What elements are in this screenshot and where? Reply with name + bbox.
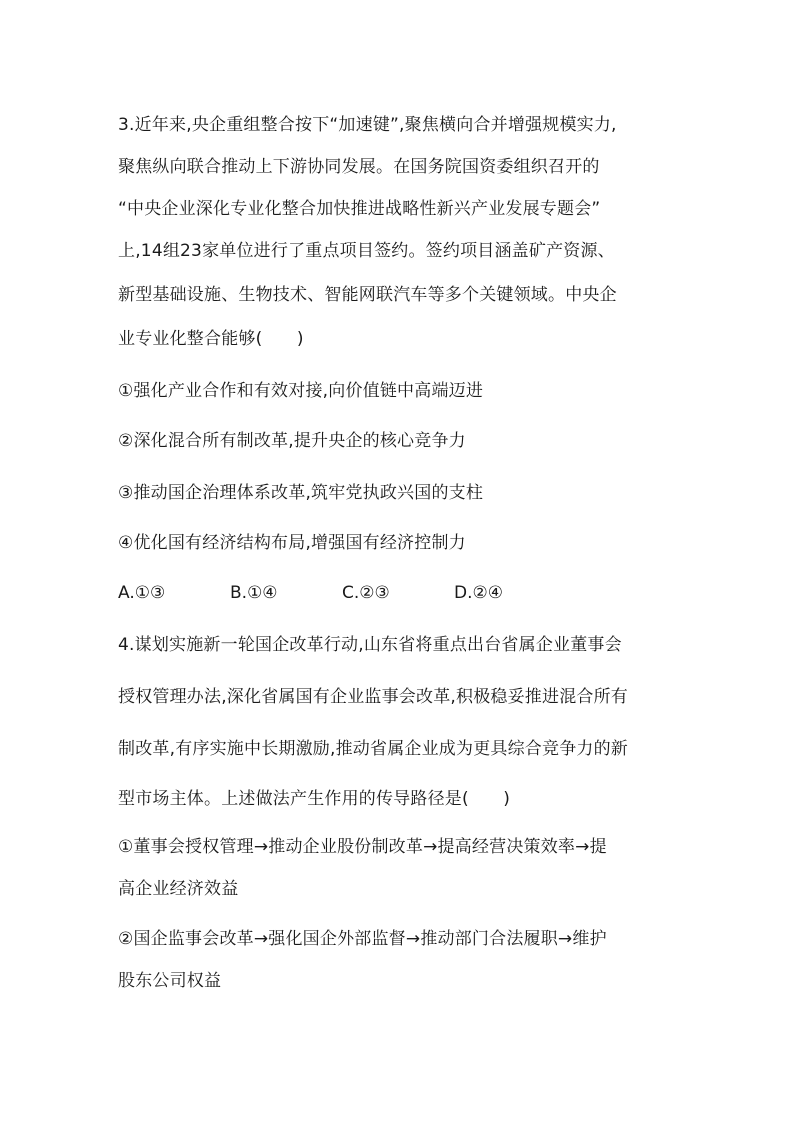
q3-stem-line-3: “中央企业深化专业化整合加快推进战略性新兴产业发展专题会”: [118, 199, 601, 219]
q3-statement-3: ③推动国企治理体系改革,筑牢党执政兴国的支柱: [118, 483, 484, 503]
q3-stem-line-4: 上,14组23家单位进行了重点项目签约。签约项目涵盖矿产资源、: [118, 241, 615, 261]
q3-stem-line-5: 新型基础设施、生物技术、智能网联汽车等多个关键领域。中央企: [118, 285, 617, 305]
q3-statement-4: ④优化国有经济结构布局,增强国有经济控制力: [118, 533, 466, 553]
q4-stem-line-4: 型市场主体。上述做法产生作用的传导路径是( ): [118, 789, 511, 809]
q3-stem-line-6: 业专业化整合能够( ): [118, 329, 304, 349]
q4-statement-1-line-2: 高企业经济效益: [118, 879, 239, 899]
q4-statement-2-line-1: ②国企监事会改革→强化国企外部监督→推动部门合法履职→维护: [118, 929, 607, 949]
q3-option-b: B.①④: [230, 583, 278, 603]
q3-option-a: A.①③: [118, 583, 166, 603]
q4-statement-1-line-1: ①董事会授权管理→推动企业股份制改革→提高经营决策效率→提: [118, 837, 607, 857]
q4-statement-2-line-2: 股东公司权益: [118, 971, 222, 991]
q3-stem-line-1: 3.近年来,央企重组整合按下“加速键”,聚焦横向合并增强规模实力,: [118, 115, 617, 135]
q3-statement-1: ①强化产业合作和有效对接,向价值链中高端迈进: [118, 381, 484, 401]
q4-stem-line-1: 4.谋划实施新一轮国企改革行动,山东省将重点出台省属企业董事会: [118, 635, 622, 655]
q4-stem-line-3: 制改革,有序实施中长期激励,推动省属企业成为更具综合竞争力的新: [118, 739, 629, 759]
q3-option-d: D.②④: [454, 583, 503, 603]
q4-stem-line-2: 授权管理办法,深化省属国有企业监事会改革,积极稳妥推进混合所有: [118, 687, 629, 707]
q3-stem-line-2: 聚焦纵向联合推动上下游协同发展。在国务院国资委组织召开的: [118, 157, 600, 177]
q3-option-c: C.②③: [342, 583, 390, 603]
q3-statement-2: ②深化混合所有制改革,提升央企的核心竞争力: [118, 431, 466, 451]
q3-options: [118, 582, 566, 604]
